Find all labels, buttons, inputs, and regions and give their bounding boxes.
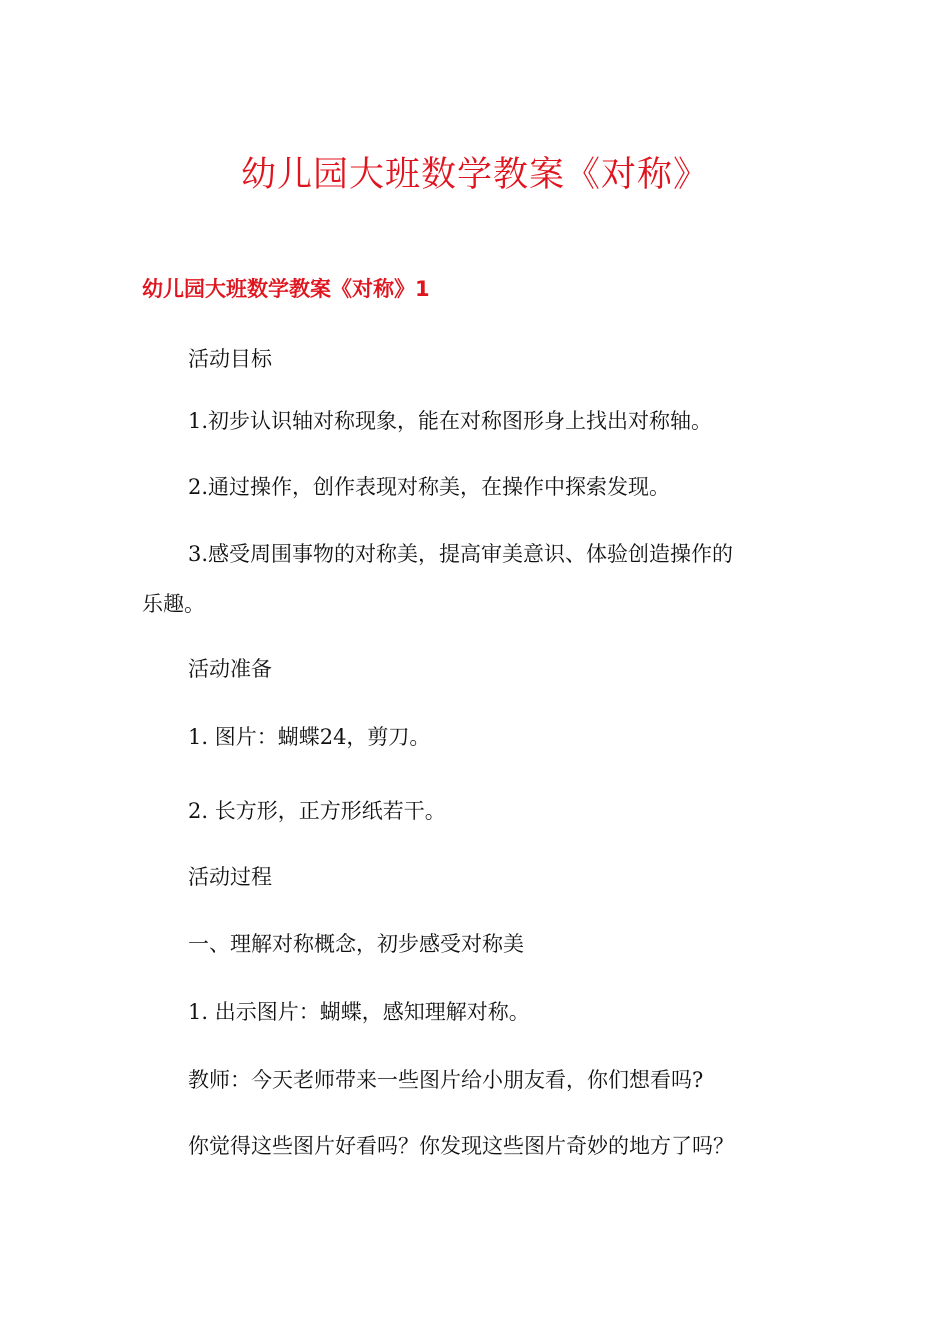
goal-item-2: 2.通过操作，创作表现对称美，在操作中探索发现。 <box>188 475 671 499</box>
process-substep-1: 1. 出示图片：蝴蝶，感知理解对称。 <box>188 1000 530 1024</box>
heading-activity-process: 活动过程 <box>188 865 272 889</box>
heading-activity-goals: 活动目标 <box>188 347 272 371</box>
teacher-dialogue: 教师：今天老师带来一些图片给小朋友看，你们想看吗? <box>188 1068 704 1092</box>
goal-item-3-continuation: 乐趣。 <box>142 592 205 616</box>
process-step-1: 一、理解对称概念，初步感受对称美 <box>188 932 524 956</box>
goal-item-3: 3.感受周围事物的对称美，提高审美意识、体验创造操作的 <box>188 542 734 566</box>
preparation-item-1: 1. 图片：蝴蝶24，剪刀。 <box>188 725 431 749</box>
section-heading: 幼儿园大班数学教案《对称》1 <box>142 277 430 301</box>
document-title: 幼儿园大班数学教案《对称》 <box>240 155 709 195</box>
heading-activity-preparation: 活动准备 <box>188 657 272 681</box>
teacher-question: 你觉得这些图片好看吗？你发现这些图片奇妙的地方了吗？ <box>188 1134 734 1158</box>
goal-item-1: 1.初步认识轴对称现象，能在对称图形身上找出对称轴。 <box>188 409 713 433</box>
preparation-item-2: 2. 长方形，正方形纸若干。 <box>188 799 446 823</box>
